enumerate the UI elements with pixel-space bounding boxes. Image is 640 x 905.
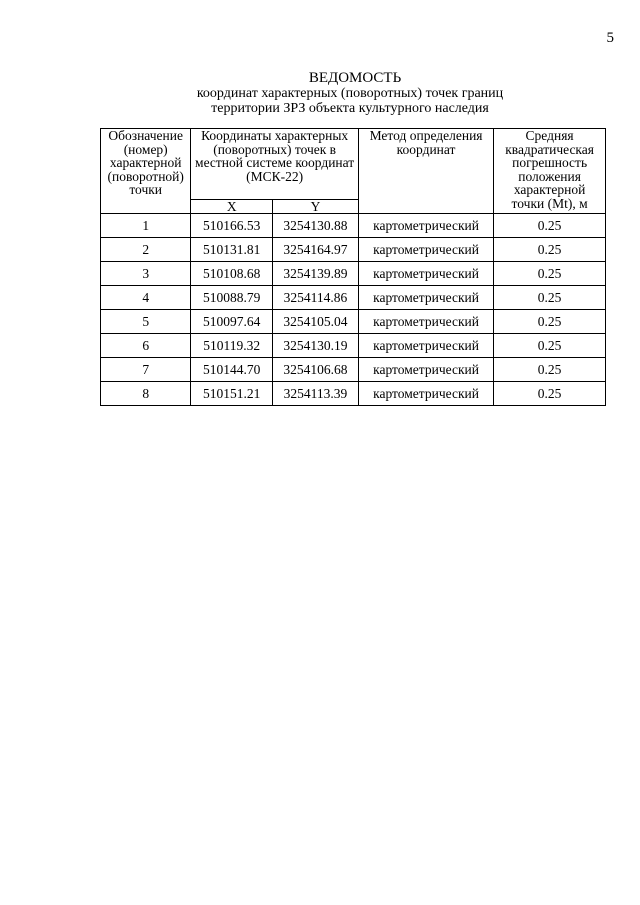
x-coordinate-cell: 510166.53 <box>191 214 273 238</box>
table-row <box>101 334 606 358</box>
error-cell: 0.25 <box>494 286 606 310</box>
error-cell: 0.25 <box>494 310 606 334</box>
page-number: 5 <box>606 30 614 46</box>
point-number-cell: 6 <box>101 334 191 358</box>
x-coordinate-cell: 510088.79 <box>191 286 273 310</box>
y-coordinate-cell: 3254164.97 <box>273 238 359 262</box>
error-cell: 0.25 <box>494 238 606 262</box>
y-coordinate-cell: 3254113.39 <box>273 382 359 406</box>
y-coordinate-cell: 3254114.86 <box>273 286 359 310</box>
document-subtitle-line-2: территории ЗРЗ объекта культурного наследия <box>211 101 489 116</box>
method-cell: картометрический <box>358 382 493 406</box>
y-coordinate-cell: 3254139.89 <box>273 262 359 286</box>
header-x: X <box>191 200 273 214</box>
point-number-cell: 1 <box>101 214 191 238</box>
error-cell: 0.25 <box>494 334 606 358</box>
point-number-cell: 8 <box>101 382 191 406</box>
table-row <box>101 358 606 382</box>
table-row <box>101 286 606 310</box>
header-coordinates: Координаты характерных (поворотных) точек в местной системе координат (МСК-22) <box>191 129 359 200</box>
error-cell: 0.25 <box>494 214 606 238</box>
table-row <box>101 262 606 286</box>
method-cell: картометрический <box>358 358 493 382</box>
method-cell: картометрический <box>358 310 493 334</box>
table-row <box>101 214 606 238</box>
y-coordinate-cell: 3254106.68 <box>273 358 359 382</box>
point-number-cell: 2 <box>101 238 191 262</box>
x-coordinate-cell: 510131.81 <box>191 238 273 262</box>
x-coordinate-cell: 510151.21 <box>191 382 273 406</box>
x-coordinate-cell: 510119.32 <box>191 334 273 358</box>
y-coordinate-cell: 3254130.88 <box>273 214 359 238</box>
header-error: Средняя квадратическая погрешность положения характерной точки (Mt), м <box>494 129 606 214</box>
method-cell: картометрический <box>358 214 493 238</box>
point-number-cell: 7 <box>101 358 191 382</box>
x-coordinate-cell: 510097.64 <box>191 310 273 334</box>
header-point-number: Обозначение (номер) характерной (поворотной) точки <box>101 129 191 214</box>
table-body <box>101 214 606 406</box>
method-cell: картометрический <box>358 262 493 286</box>
table-row <box>101 310 606 334</box>
error-cell: 0.25 <box>494 358 606 382</box>
header-method: Метод определения координат <box>358 129 493 214</box>
table-row <box>101 382 606 406</box>
document-title-block <box>0 70 640 116</box>
method-cell: картометрический <box>358 286 493 310</box>
method-cell: картометрический <box>358 238 493 262</box>
y-coordinate-cell: 3254105.04 <box>273 310 359 334</box>
point-number-cell: 3 <box>101 262 191 286</box>
document-title: ВЕДОМОСТЬ <box>308 70 402 86</box>
header-y: Y <box>273 200 359 214</box>
coordinates-table <box>100 128 606 406</box>
x-coordinate-cell: 510108.68 <box>191 262 273 286</box>
table-row <box>101 238 606 262</box>
error-cell: 0.25 <box>494 382 606 406</box>
point-number-cell: 4 <box>101 286 191 310</box>
error-cell: 0.25 <box>494 262 606 286</box>
document-subtitle-line-1: координат характерных (поворотных) точек границ <box>196 86 504 101</box>
point-number-cell: 5 <box>101 310 191 334</box>
y-coordinate-cell: 3254130.19 <box>273 334 359 358</box>
method-cell: картометрический <box>358 334 493 358</box>
x-coordinate-cell: 510144.70 <box>191 358 273 382</box>
